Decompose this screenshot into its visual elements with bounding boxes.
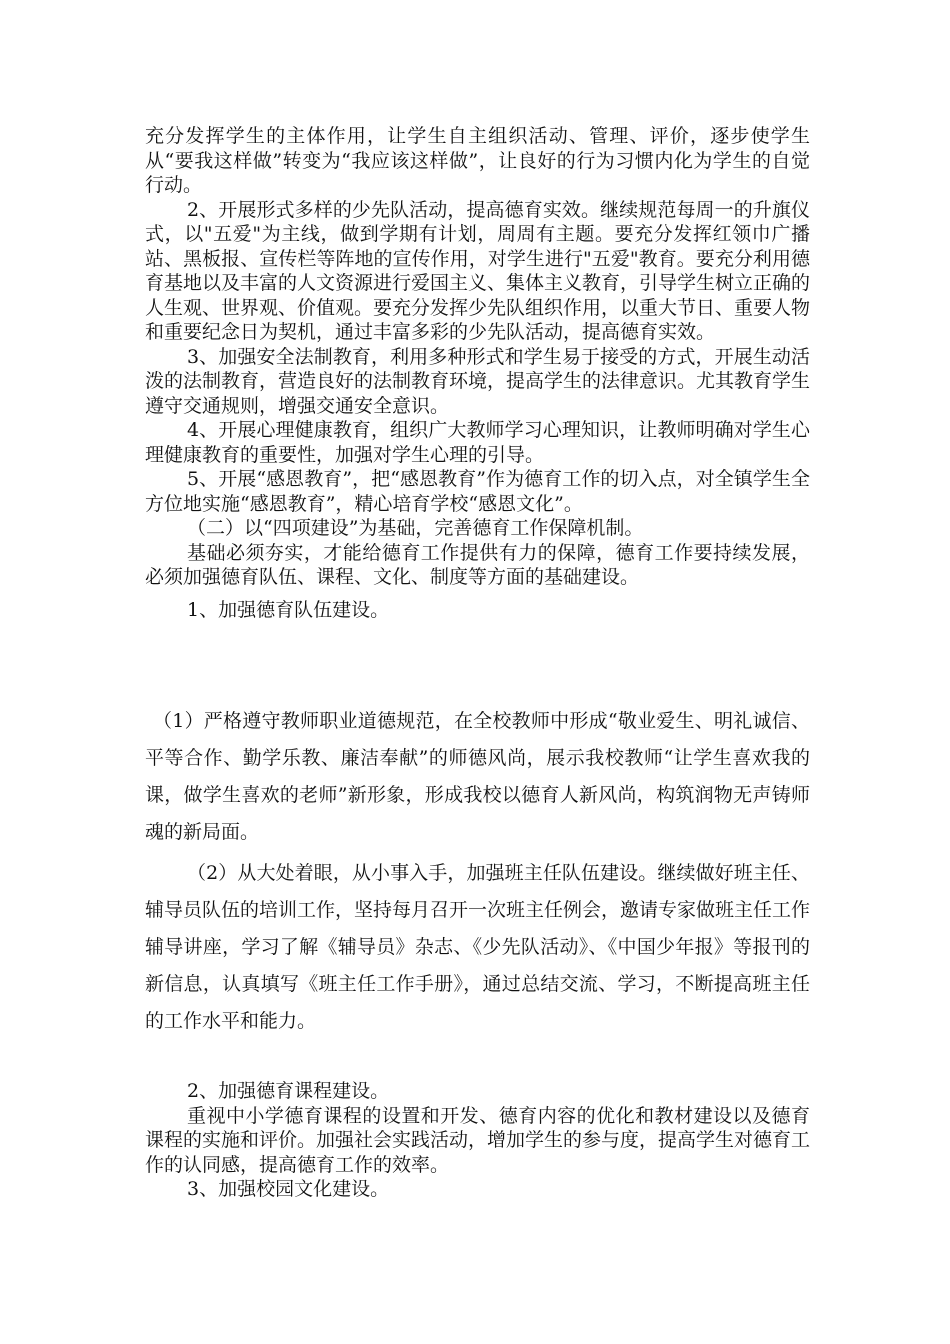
top-text-section: [145, 124, 810, 622]
subheading-curriculum: 2、加强德育课程建设。: [187, 1080, 390, 1102]
paragraph-continuation: 充分发挥学生的主体作用，让学生自主组织活动、管理、评价，逐步使学生从“要我这样做”转变为“我应该这样做”，让良好的行为习惯内化为学生的自觉行动。: [145, 125, 810, 196]
bottom-text-section: [145, 1079, 810, 1202]
paragraph-teacher-ethics: （1）严格遵守教师职业道德规范，在全校教师中形成“敬业爱生、明礼诚信、平等合作、勤学乐教、廉洁奉献”的师德风尚，展示我校教师“让学生喜欢我的课，做学生喜欢的老师”新形象，形成我校以德育人新风尚，构筑润物无声铸师魂的新局面。: [145, 710, 810, 843]
paragraph-head-teacher-team: （2）从大处着眼，从小事入手，加强班主任队伍建设。继续做好班主任、辅导员队伍的培训工作，坚持每月召开一次班主任例会，邀请专家做班主任工作辅导讲座，学习了解《辅导员》杂志、《少先队活动》、《中国少年报》等报刊的新信息，认真填写《班主任工作手册》，通过总结交流、学习，不断提高班主任的工作水平和能力。: [145, 862, 811, 1032]
paragraph-foundation: 基础必须夯实，才能给德育工作提供有力的保障，德育工作要持续发展，必须加强德育队伍、课程、文化、制度等方面的基础建设。: [145, 541, 810, 588]
paragraph-item-4: 4、开展心理健康教育，组织广大教师学习心理知识，让教师明确对学生心理健康教育的重要性，加强对学生心理的引导。: [145, 419, 810, 466]
paragraph-item-3: 3、加强安全法制教育，利用多种形式和学生易于接受的方式，开展生动活泼的法制教育，营造良好的法制教育环境，提高学生的法律意识。尤其教育学生遵守交通规则，增强交通安全意识。: [145, 345, 811, 417]
paragraph-item-2: 2、开展形式多样的少先队活动，提高德育实效。继续规范每周一的升旗仪式，以"五爱"为主线，做到学期有计划，周周有主题。要充分发挥红领巾广播站、黑板报、宣传栏等阵地的宣传作用，对学生进行"五爱"教育。要充分利用德育基地以及丰富的人文资源进行爱国主义、集体主义教育，引导学生树立正确的人生观、世界观、价值观。要充分发挥少先队组织作用，以重大节日、重要人物和重要纪念日为契机，通过丰富多彩的少先队活动，提高德育实效。: [145, 198, 811, 343]
subheading-campus-culture: 3、加强校园文化建设。: [187, 1178, 390, 1200]
paragraph-item-5: 5、开展“感恩教育”，把“感恩教育”作为德育工作的切入点，对全镇学生全方位地实施“感恩教育”，精心培育学校“感恩文化”。: [145, 468, 810, 515]
paragraph-curriculum: 重视中小学德育课程的设置和开发、德育内容的优化和教材建设以及德育课程的实施和评价。加强社会实践活动，增加学生的参与度，提高学生对德育工作的认同感，提高德育工作的效率。: [145, 1104, 811, 1176]
section-heading-two: （二）以“四项建设”为基础，完善德育工作保障机制。: [187, 517, 644, 539]
subheading-team-building: 1、加强德育队伍建设。: [187, 598, 390, 621]
middle-text-section: [145, 703, 810, 1040]
